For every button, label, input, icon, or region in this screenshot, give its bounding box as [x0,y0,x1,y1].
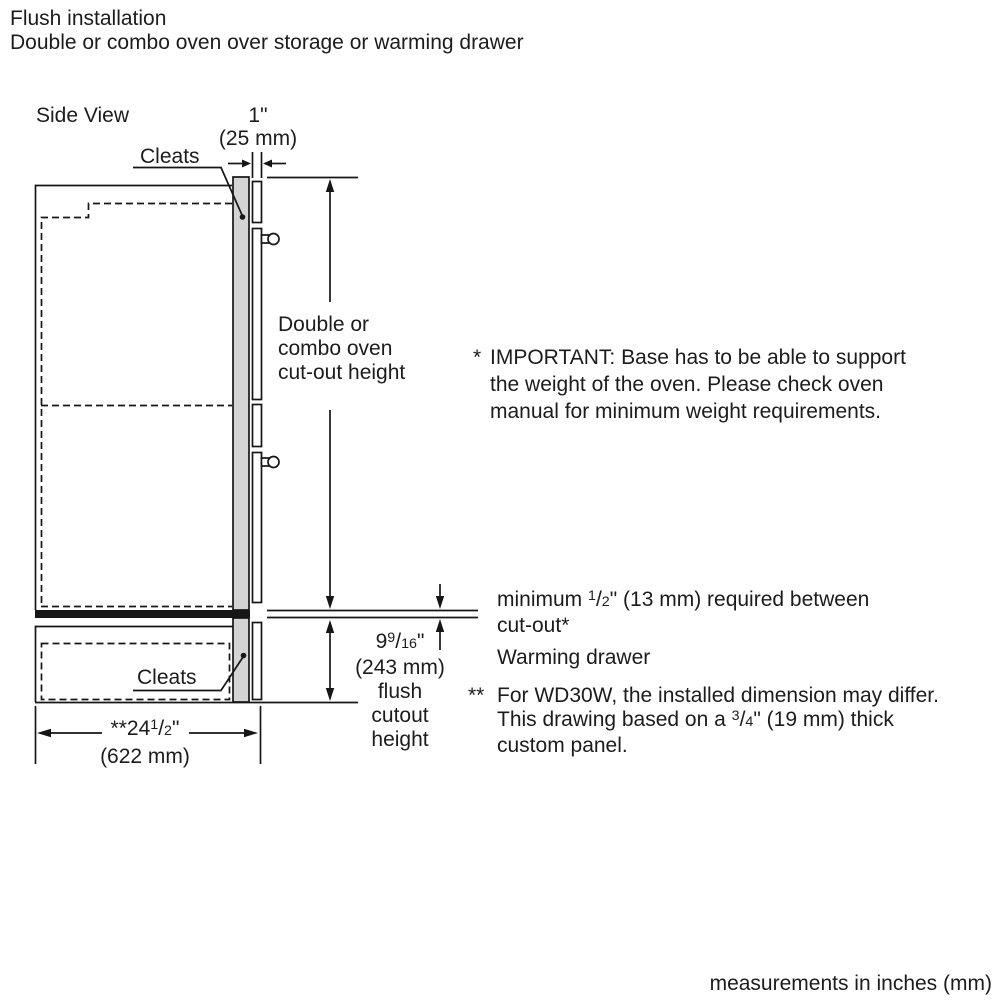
cutout-height-label [278,313,405,385]
oven-cavity-dashed-outline [41,204,232,607]
dim-panel-inch: 1" [248,104,268,127]
cutout-height-line2: combo oven [278,337,393,360]
note-important [473,344,906,425]
wd30w-asterisks: ** [468,684,485,707]
flush-value-line [343,630,457,656]
wd30w-text-pre: This drawing based on a [497,708,732,731]
note-wd30w [468,684,939,758]
width-quote: " [171,717,180,740]
cutout-height-line1: Double or [278,313,370,336]
base-support-bar [35,610,250,618]
flush-caption2: cutout [371,704,429,727]
flush-caption1: flush [377,680,423,703]
width-mm: (622 mm) [100,745,190,768]
gap-frac-sep: / [595,588,602,611]
important-line3: manual for minimum weight requirements. [490,400,881,423]
gap-text-post: " (13 mm) required between [609,588,870,611]
important-asterisk: * [473,346,482,369]
flush-frac-sep: / [395,630,402,653]
wd30w-line1: For WD30W, the installed dimension may differ. [497,684,939,707]
dim-cutout-height [267,178,358,610]
important-line2: the weight of the oven. Please check oven [490,373,884,396]
lower-oven-door-handle-icon [262,457,280,468]
gap-text-pre: minimum [497,588,589,611]
dim-flush-label [343,630,457,752]
flush-frac-den: 16 [401,636,417,652]
flush-whole: 9 [375,630,388,653]
width-frac-sep: / [158,717,165,740]
footer-units-note: measurements in inches (mm) [709,972,992,995]
gap-divider-lines [267,611,478,618]
flush-quote: " [416,630,425,653]
wd30w-frac-sep: / [739,708,746,731]
cleats-top-label: Cleats [140,145,200,168]
cleat-panel-upper [233,177,249,610]
width-pre: **24 [110,717,151,740]
wd30w-frac-num: 3 [731,708,740,725]
width-value-line [56,716,234,744]
gap-frac-num: 1 [588,588,596,605]
page-title [10,7,524,55]
warming-drawer-label: Warming drawer [497,646,651,669]
title-line2: Double or combo oven over storage or warming drawer [10,31,524,54]
flush-caption3: height [371,728,429,751]
cleats-bottom-label: Cleats [137,666,197,689]
dim-panel-mm: (25 mm) [218,127,298,150]
oven-door-handle-icon [262,234,280,245]
width-frac-num: 1 [150,717,159,734]
minimum-gap-line1 [497,588,869,614]
wd30w-frac-den: 4 [745,714,754,730]
wd30w-line2 [497,708,939,734]
leader-cleats-top [133,168,245,220]
minimum-gap-line2: cut-out* [497,614,570,637]
dim-width-label [56,716,234,769]
width-frac-den: 2 [164,723,172,739]
flush-frac-num: 9 [387,630,396,647]
side-view-label: Side View [36,104,130,127]
dim-panel-thickness-label [210,104,306,150]
cabinet-outline [36,186,233,611]
oven-front-panel [253,182,262,700]
important-line1: IMPORTANT: Base has to be able to support [490,346,906,369]
wd30w-text-post: " (19 mm) thick [753,708,894,731]
dim-panel-thickness-arrows [228,152,286,178]
flush-mm: (243 mm) [355,656,445,679]
note-minimum-gap [497,588,869,637]
cutout-height-line3: cut-out height [278,361,406,384]
title-line1: Flush installation [10,7,167,30]
wd30w-line3: custom panel. [497,734,628,757]
gap-frac-den: 2 [601,594,610,610]
